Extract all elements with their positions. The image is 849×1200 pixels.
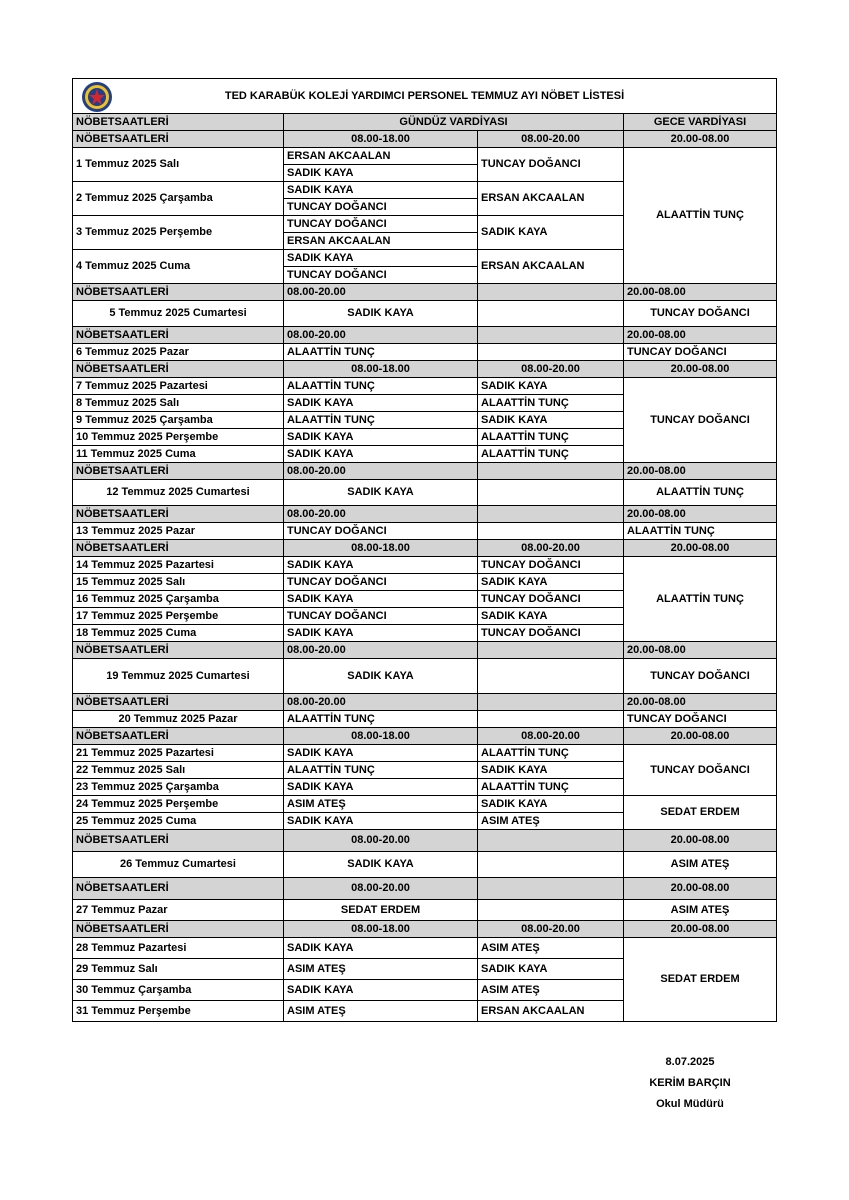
- roster-cell: 11 Temmuz 2025 Cuma: [73, 446, 284, 463]
- roster-cell: SADIK KAYA: [284, 395, 478, 412]
- roster-cell: ASIM ATEŞ: [284, 1001, 478, 1022]
- roster-cell: TUNCAY DOĞANCI: [478, 557, 624, 574]
- roster-cell: SADIK KAYA: [284, 591, 478, 608]
- shift-hours-row: [73, 921, 777, 938]
- shift-hours-row: [73, 284, 777, 301]
- roster-cell: 25 Temmuz 2025 Cuma: [73, 813, 284, 830]
- roster-cell: ASIM ATEŞ: [624, 852, 777, 878]
- shift-hours-cell: NÖBETSAATLERİ: [73, 921, 284, 938]
- roster-cell: SADIK KAYA: [284, 745, 478, 762]
- shift-hours-cell: 20.00-08.00: [624, 694, 777, 711]
- shift-hours-row: [73, 642, 777, 659]
- roster-cell: 31 Temmuz Perşembe: [73, 1001, 284, 1022]
- column-header-row: [73, 114, 777, 131]
- shift-hours-cell: NÖBETSAATLERİ: [73, 540, 284, 557]
- duty-roster-table: [72, 78, 777, 1022]
- shift-hours-cell: 20.00-08.00: [624, 728, 777, 745]
- shift-hours-row: [73, 463, 777, 480]
- roster-cell: SEDAT ERDEM: [624, 938, 777, 1022]
- shift-hours-cell: 08.00-18.00: [284, 728, 478, 745]
- shift-hours-cell: NÖBETSAATLERİ: [73, 728, 284, 745]
- roster-cell: 22 Temmuz 2025 Salı: [73, 762, 284, 779]
- roster-cell: TUNCAY DOĞANCI: [284, 523, 478, 540]
- roster-cell: 6 Temmuz 2025 Pazar: [73, 344, 284, 361]
- shift-hours-cell: 08.00-18.00: [284, 131, 478, 148]
- roster-cell: ASIM ATEŞ: [478, 980, 624, 1001]
- roster-cell: SEDAT ERDEM: [284, 900, 478, 921]
- shift-hours-cell: NÖBETSAATLERİ: [73, 284, 284, 301]
- roster-cell: 17 Temmuz 2025 Perşembe: [73, 608, 284, 625]
- header-night-shift: GECE VARDİYASI: [624, 114, 777, 131]
- duty-roster-sheet: [72, 78, 776, 1022]
- shift-hours-cell: 08.00-20.00: [284, 878, 478, 900]
- roster-cell: ASIM ATEŞ: [478, 938, 624, 959]
- shift-hours-cell: 08.00-20.00: [284, 830, 478, 852]
- duty-row: [73, 796, 777, 813]
- roster-cell: 9 Temmuz 2025 Çarşamba: [73, 412, 284, 429]
- roster-cell: ERSAN AKCAALAN: [284, 233, 478, 250]
- duty-row: [73, 523, 777, 540]
- duty-row: [73, 711, 777, 728]
- roster-cell: ALAATTİN TUNÇ: [284, 762, 478, 779]
- roster-cell: [478, 480, 624, 506]
- duty-row: [73, 938, 777, 959]
- roster-cell: TUNCAY DOĞANCI: [624, 711, 777, 728]
- shift-hours-cell: 08.00-20.00: [284, 506, 478, 523]
- shift-hours-cell: 08.00-18.00: [284, 540, 478, 557]
- roster-cell: 26 Temmuz Cumartesi: [73, 852, 284, 878]
- roster-cell: 2 Temmuz 2025 Çarşamba: [73, 182, 284, 216]
- roster-cell: ALAATTİN TUNÇ: [478, 779, 624, 796]
- roster-cell: 12 Temmuz 2025 Cumartesi: [73, 480, 284, 506]
- roster-cell: ALAATTİN TUNÇ: [284, 344, 478, 361]
- roster-cell: 27 Temmuz Pazar: [73, 900, 284, 921]
- roster-cell: SADIK KAYA: [284, 165, 478, 182]
- roster-cell: 16 Temmuz 2025 Çarşamba: [73, 591, 284, 608]
- roster-cell: SADIK KAYA: [478, 608, 624, 625]
- shift-hours-cell: 08.00-20.00: [284, 284, 478, 301]
- roster-cell: SADIK KAYA: [284, 980, 478, 1001]
- shift-hours-cell: 08.00-20.00: [284, 463, 478, 480]
- shift-hours-row: [73, 694, 777, 711]
- roster-cell: SADIK KAYA: [284, 182, 478, 199]
- shift-hours-cell: NÖBETSAATLERİ: [73, 642, 284, 659]
- shift-hours-cell: [478, 694, 624, 711]
- duty-row: [73, 480, 777, 506]
- shift-hours-cell: [478, 506, 624, 523]
- roster-cell: ALAATTİN TUNÇ: [624, 557, 777, 642]
- duty-row: [73, 557, 777, 574]
- roster-cell: TUNCAY DOĞANCI: [624, 659, 777, 694]
- shift-hours-cell: NÖBETSAATLERİ: [73, 506, 284, 523]
- roster-cell: ALAATTİN TUNÇ: [624, 480, 777, 506]
- roster-cell: TUNCAY DOĞANCI: [284, 267, 478, 284]
- roster-cell: SADIK KAYA: [478, 412, 624, 429]
- roster-cell: TUNCAY DOĞANCI: [478, 591, 624, 608]
- roster-cell: 21 Temmuz 2025 Pazartesi: [73, 745, 284, 762]
- roster-cell: SADIK KAYA: [478, 959, 624, 980]
- duty-row: [73, 301, 777, 327]
- roster-cell: ERSAN AKCAALAN: [284, 148, 478, 165]
- roster-cell: ERSAN AKCAALAN: [478, 1001, 624, 1022]
- shift-hours-cell: 08.00-20.00: [478, 361, 624, 378]
- roster-cell: 20 Temmuz 2025 Pazar: [73, 711, 284, 728]
- shift-hours-cell: 20.00-08.00: [624, 642, 777, 659]
- signature-block: [620, 1052, 760, 1115]
- shift-hours-cell: 20.00-08.00: [624, 463, 777, 480]
- signature-date: 8.07.2025: [665, 1056, 715, 1068]
- roster-cell: 23 Temmuz 2025 Çarşamba: [73, 779, 284, 796]
- shift-hours-cell: [478, 878, 624, 900]
- roster-cell: SADIK KAYA: [478, 796, 624, 813]
- roster-cell: 13 Temmuz 2025 Pazar: [73, 523, 284, 540]
- shift-hours-cell: 20.00-08.00: [624, 361, 777, 378]
- roster-cell: SADIK KAYA: [284, 429, 478, 446]
- roster-cell: ERSAN AKCAALAN: [478, 182, 624, 216]
- roster-cell: 18 Temmuz 2025 Cuma: [73, 625, 284, 642]
- shift-hours-cell: 08.00-20.00: [284, 642, 478, 659]
- roster-cell: 28 Temmuz Pazartesi: [73, 938, 284, 959]
- shift-hours-row: [73, 131, 777, 148]
- shift-hours-row: [73, 728, 777, 745]
- title-row: [73, 79, 777, 114]
- roster-cell: 29 Temmuz Salı: [73, 959, 284, 980]
- shift-hours-cell: [478, 463, 624, 480]
- roster-cell: 5 Temmuz 2025 Cumartesi: [73, 301, 284, 327]
- roster-cell: [478, 900, 624, 921]
- roster-cell: TUNCAY DOĞANCI: [478, 148, 624, 182]
- roster-cell: 3 Temmuz 2025 Perşembe: [73, 216, 284, 250]
- duty-row: [73, 900, 777, 921]
- shift-hours-cell: NÖBETSAATLERİ: [73, 878, 284, 900]
- roster-cell: SADIK KAYA: [284, 779, 478, 796]
- shift-hours-cell: 08.00-20.00: [284, 327, 478, 344]
- duty-row: [73, 659, 777, 694]
- roster-cell: [478, 711, 624, 728]
- roster-cell: TUNCAY DOĞANCI: [284, 199, 478, 216]
- duty-row: [73, 344, 777, 361]
- shift-hours-cell: 08.00-20.00: [478, 921, 624, 938]
- roster-cell: ALAATTİN TUNÇ: [284, 412, 478, 429]
- shift-hours-cell: [478, 284, 624, 301]
- roster-cell: [478, 852, 624, 878]
- roster-cell: 8 Temmuz 2025 Salı: [73, 395, 284, 412]
- roster-cell: [478, 301, 624, 327]
- roster-cell: ALAATTİN TUNÇ: [478, 395, 624, 412]
- duty-row: [73, 745, 777, 762]
- roster-cell: 4 Temmuz 2025 Cuma: [73, 250, 284, 284]
- roster-cell: ASIM ATEŞ: [624, 900, 777, 921]
- shift-hours-cell: NÖBETSAATLERİ: [73, 463, 284, 480]
- roster-cell: 10 Temmuz 2025 Perşembe: [73, 429, 284, 446]
- roster-cell: [478, 523, 624, 540]
- roster-cell: ASIM ATEŞ: [478, 813, 624, 830]
- shift-hours-cell: 20.00-08.00: [624, 878, 777, 900]
- roster-cell: TUNCAY DOĞANCI: [478, 625, 624, 642]
- shift-hours-row: [73, 878, 777, 900]
- roster-cell: SADIK KAYA: [284, 446, 478, 463]
- roster-cell: ASIM ATEŞ: [284, 959, 478, 980]
- duty-row: [73, 378, 777, 395]
- roster-cell: ASIM ATEŞ: [284, 796, 478, 813]
- shift-hours-cell: NÖBETSAATLERİ: [73, 361, 284, 378]
- roster-cell: TUNCAY DOĞANCI: [284, 216, 478, 233]
- roster-cell: SADIK KAYA: [478, 216, 624, 250]
- shift-hours-cell: 20.00-08.00: [624, 284, 777, 301]
- shift-hours-cell: 20.00-08.00: [624, 921, 777, 938]
- shift-hours-cell: 08.00-18.00: [284, 361, 478, 378]
- roster-cell: SADIK KAYA: [478, 762, 624, 779]
- shift-hours-cell: [478, 830, 624, 852]
- roster-cell: ALAATTİN TUNÇ: [284, 378, 478, 395]
- shift-hours-row: [73, 540, 777, 557]
- roster-cell: ALAATTİN TUNÇ: [624, 148, 777, 284]
- shift-hours-cell: 20.00-08.00: [624, 830, 777, 852]
- roster-cell: SADIK KAYA: [284, 557, 478, 574]
- shift-hours-cell: 08.00-20.00: [478, 728, 624, 745]
- roster-cell: TUNCAY DOĞANCI: [624, 344, 777, 361]
- roster-cell: ALAATTİN TUNÇ: [478, 429, 624, 446]
- shift-hours-cell: 08.00-18.00: [284, 921, 478, 938]
- roster-cell: 24 Temmuz 2025 Perşembe: [73, 796, 284, 813]
- roster-cell: TUNCAY DOĞANCI: [284, 574, 478, 591]
- title-cell: [73, 79, 777, 114]
- shift-hours-row: [73, 361, 777, 378]
- signatory-name: KERİM BARÇIN: [649, 1077, 731, 1089]
- shift-hours-row: [73, 327, 777, 344]
- shift-hours-cell: 20.00-08.00: [624, 540, 777, 557]
- roster-cell: SADIK KAYA: [284, 250, 478, 267]
- roster-cell: SADIK KAYA: [284, 852, 478, 878]
- header-label: NÖBETSAATLERİ: [73, 114, 284, 131]
- shift-hours-cell: NÖBETSAATLERİ: [73, 830, 284, 852]
- roster-cell: SADIK KAYA: [284, 659, 478, 694]
- roster-cell: 7 Temmuz 2025 Pazartesi: [73, 378, 284, 395]
- roster-cell: SADIK KAYA: [284, 480, 478, 506]
- roster-cell: TUNCAY DOĞANCI: [624, 378, 777, 463]
- roster-cell: TUNCAY DOĞANCI: [624, 301, 777, 327]
- roster-cell: [478, 344, 624, 361]
- roster-cell: ALAATTİN TUNÇ: [478, 446, 624, 463]
- roster-cell: SADIK KAYA: [478, 574, 624, 591]
- duty-row: [73, 852, 777, 878]
- shift-hours-cell: 08.00-20.00: [478, 540, 624, 557]
- roster-cell: 1 Temmuz 2025 Salı: [73, 148, 284, 182]
- shift-hours-cell: [478, 642, 624, 659]
- shift-hours-cell: 20.00-08.00: [624, 327, 777, 344]
- roster-cell: 15 Temmuz 2025 Salı: [73, 574, 284, 591]
- roster-cell: 30 Temmuz Çarşamba: [73, 980, 284, 1001]
- shift-hours-row: [73, 830, 777, 852]
- roster-cell: 19 Temmuz 2025 Cumartesi: [73, 659, 284, 694]
- roster-cell: SADIK KAYA: [284, 938, 478, 959]
- shift-hours-cell: 20.00-08.00: [624, 131, 777, 148]
- shift-hours-cell: 20.00-08.00: [624, 506, 777, 523]
- roster-cell: ALAATTİN TUNÇ: [624, 523, 777, 540]
- shift-hours-cell: NÖBETSAATLERİ: [73, 327, 284, 344]
- page-title: TED KARABÜK KOLEJİ YARDIMCI PERSONEL TEMMUZ AYI NÖBET LİSTESİ: [224, 90, 625, 102]
- shift-hours-cell: NÖBETSAATLERİ: [73, 131, 284, 148]
- roster-cell: SEDAT ERDEM: [624, 796, 777, 830]
- header-day-shift: GÜNDÜZ VARDİYASI: [284, 114, 624, 131]
- roster-cell: SADIK KAYA: [284, 301, 478, 327]
- shift-hours-row: [73, 506, 777, 523]
- shift-hours-cell: 08.00-20.00: [284, 694, 478, 711]
- roster-cell: ALAATTİN TUNÇ: [284, 711, 478, 728]
- roster-cell: 14 Temmuz 2025 Pazartesi: [73, 557, 284, 574]
- signatory-role: Okul Müdürü: [656, 1098, 724, 1110]
- shift-hours-cell: [478, 327, 624, 344]
- roster-cell: SADIK KAYA: [284, 813, 478, 830]
- roster-cell: SADIK KAYA: [478, 378, 624, 395]
- duty-row: [73, 148, 777, 165]
- roster-cell: ALAATTİN TUNÇ: [478, 745, 624, 762]
- shift-hours-cell: 08.00-20.00: [478, 131, 624, 148]
- roster-cell: SADIK KAYA: [284, 625, 478, 642]
- roster-cell: TUNCAY DOĞANCI: [624, 745, 777, 796]
- roster-cell: ERSAN AKCAALAN: [478, 250, 624, 284]
- shift-hours-cell: NÖBETSAATLERİ: [73, 694, 284, 711]
- roster-cell: [478, 659, 624, 694]
- roster-cell: TUNCAY DOĞANCI: [284, 608, 478, 625]
